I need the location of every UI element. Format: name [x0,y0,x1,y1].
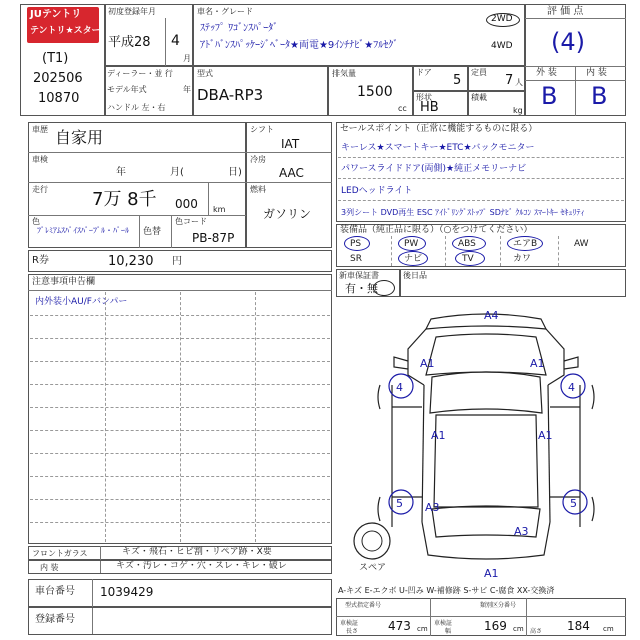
inspection-label: 車検 [32,155,48,164]
equip-abs-circle [452,236,486,251]
notes-divider [105,292,106,542]
displacement-unit: cc [398,104,407,113]
windshield-text: キズ・飛石・ヒビ割・リペア跡・X要 [122,547,272,557]
equip-pw: PW [404,239,419,249]
selling-point-4: 3列シート DVD再生 ESC ｱｲﾄﾞﾘﾝｸﾞｽﾄｯﾌﾟ SDﾅﾋﾞ ｸﾙｺﾝ ｽﾏｰﾄｷｰ ｾｷｭﾘﾃｨ [341,208,585,217]
recycle-label: R券 [32,255,49,266]
equip-navi: ナビ [404,254,423,264]
chassis-label: 車台番号 [35,586,75,597]
mark-left-rear: A3 [425,501,440,514]
evaluation-label: 評 価 点 [547,6,584,17]
inspection-day: 日) [228,167,242,178]
equip-pw-circle [398,236,426,251]
color-code-label: 色コード [175,217,207,226]
usage-value: 自家用 [55,128,104,147]
mileage-value: 7万 8千 [92,189,157,210]
equipment-label: 装備品（純正品に限る）（○をつけてください） [340,225,533,235]
fuel-value: ガソリン [263,207,312,221]
dims-hdr2: 類別区分番号 [480,602,517,609]
loadcap-label: 積載 [471,93,487,102]
color-label: 色 [32,217,40,226]
dims-hdr3: 車検証 [340,620,359,627]
door-label: ドア [416,68,432,77]
displacement-value: 1500 [357,84,393,100]
registration-month-unit: 月 [183,54,191,63]
equip-abs: ABS [458,239,476,249]
spare-label: スペア [359,563,387,573]
brand-logo-sub: テントリ★スター [30,26,101,36]
recycle-unit: 円 [172,256,182,267]
mark-right-wheel-front: 4 [568,381,575,394]
mark-left-door: A1 [431,429,446,442]
model-value: DBA-RP3 [197,86,264,104]
dims-hdr1: 型式指定番号 [345,602,382,609]
equip-leather: カワ [513,254,532,264]
warranty-circle [373,280,395,296]
inspection-year: 年 [116,167,126,178]
dealer-row2: モデル年式 [107,85,147,94]
capacity-value: 7 [505,73,514,88]
equip-sr: SR [350,254,362,264]
mark-right-door: A1 [538,429,553,442]
dims-length-label: 長さ [346,628,359,635]
dims-height: 184 [567,619,590,633]
warranty-value: 有・無 [345,282,378,295]
dealer-row3: ハンドル 左・右 [107,103,166,112]
interior-text: キズ・汚レ・コゲ・穴・スレ・キレ・破レ [116,561,287,571]
capacity-unit: 人 [515,78,523,87]
notes-divider [255,292,256,542]
brand-logo-top: JUテントリ [30,9,82,20]
registration-label: 初度登録年月 [108,7,156,16]
capacity-label: 定員 [471,68,487,77]
inspection-month: 月( [170,167,184,178]
interior-grade: B [591,82,608,110]
aircon-value: AAC [279,166,304,180]
color-change-label: 色替 [143,227,162,237]
equip-airbag: エアB [513,239,538,249]
chassis-value: 1039429 [100,585,154,599]
dims-length: 473 [388,619,411,633]
lot-code: (T1) [42,51,69,66]
mark-front-left: A1 [420,357,435,370]
equip-tv-circle [455,251,485,266]
dims-width-unit: cm [513,625,524,633]
selling-point-2: パワースライドドア(両側)★純正メモリーナビ [341,164,527,174]
carname-line1: ｽﾃｯﾌﾟ ﾜｺﾞﾝｽﾊﾟｰﾀﾞ [200,23,279,34]
mileage-label: 走行 [32,185,48,194]
shape-label: 形状 [416,93,432,102]
carname-line2: ｱﾄﾞﾊﾞﾝｽﾊﾟｯｹｰｼﾞﾍﾞｰﾀ★両電★9ｲﾝﾁﾅﾋﾞ★ﾌﾙｾｸﾞ [200,40,399,51]
interior-label: 内 装 [586,68,607,78]
mileage-unit: km [213,205,226,214]
mark-left-wheel-rear: 5 [396,497,403,510]
fuel-label: 燃料 [250,185,266,194]
notes-divider [180,292,181,542]
dims-width: 169 [484,619,507,633]
registration-month: 4 [171,33,180,49]
damage-legend: A-キズ E-エクボ U-凹み W-補修跡 S-サビ C-腐食 XX-交換済 [338,586,555,595]
shift-value: IAT [281,137,300,151]
door-value: 5 [453,73,462,88]
notes-first: 内外装小AU/Fバンパー [35,297,128,307]
selling-point-3: LEDヘッドライト [341,186,413,196]
selling-point-1: キーレス★スマートキー★ETC★バックモニター [341,143,535,153]
loadcap-unit: kg [513,106,523,115]
color-code-value: PB-87P [192,231,235,245]
lot-number: 10870 [38,91,80,106]
usage-label: 車歴 [32,125,48,134]
car-diagram [336,297,626,583]
drive-4wd: 4WD [491,41,513,51]
dims-height-label: 高さ [530,628,543,635]
equip-airbag-circle [507,236,543,251]
lot-year: 202506 [33,71,83,86]
drive-2wd: 2WD [491,14,513,24]
evaluation-score: (4) [551,28,585,56]
dealer-row1: ディーラー・並 行 [107,69,173,78]
afterdate-label: 後日品 [403,271,427,280]
mileage-sub: 000 [175,197,198,211]
equip-ps: PS [350,239,362,249]
shape-value: HB [420,100,439,115]
mark-left-wheel-front: 4 [396,381,403,394]
dims-hdr4: 車検証 [434,620,453,627]
dims-width-label: 幅 [445,628,452,635]
equip-tv: TV [462,254,474,264]
mark-right-wheel-rear: 5 [570,497,577,510]
dims-height-unit: cm [603,625,614,633]
dealer-row2-unit: 年 [183,85,191,94]
model-label: 型式 [197,69,213,78]
mark-front-bumper: A4 [484,309,499,322]
registration-era: 平成28 [108,35,151,50]
regno-label: 登録番号 [35,614,75,625]
carname-label: 車名・グレード [197,7,253,16]
equip-ps-circle [344,236,370,251]
equip-navi-circle [398,251,428,266]
exterior-grade: B [541,82,558,110]
displacement-label: 排気量 [332,69,356,78]
windshield-label: フロントガラス [32,549,88,558]
interior-row-label: 内 装 [40,563,59,572]
warranty-label: 新車保証書 [339,271,379,280]
afterdate-box [400,269,626,297]
exterior-label: 外 装 [536,68,557,78]
equip-aw: AW [574,239,589,249]
recycle-value: 10,230 [108,254,154,269]
color-value: ﾌﾟﾚﾐｱﾑｽﾊﾟｲｽﾊﾟｰﾌﾟﾙ・ﾊﾟｰﾙ [37,226,129,235]
mark-rear-bumper: A1 [484,567,499,580]
notes-label: 注意事項申告欄 [32,277,96,287]
mark-front-right: A1 [530,357,545,370]
selling-points-label: セールスポイント（正常に機能するものに限る） [340,124,538,134]
dims-length-unit: cm [417,625,428,633]
shift-label: シフト [250,125,274,134]
mark-right-rear: A3 [514,525,529,538]
aircon-label: 冷房 [250,155,266,164]
